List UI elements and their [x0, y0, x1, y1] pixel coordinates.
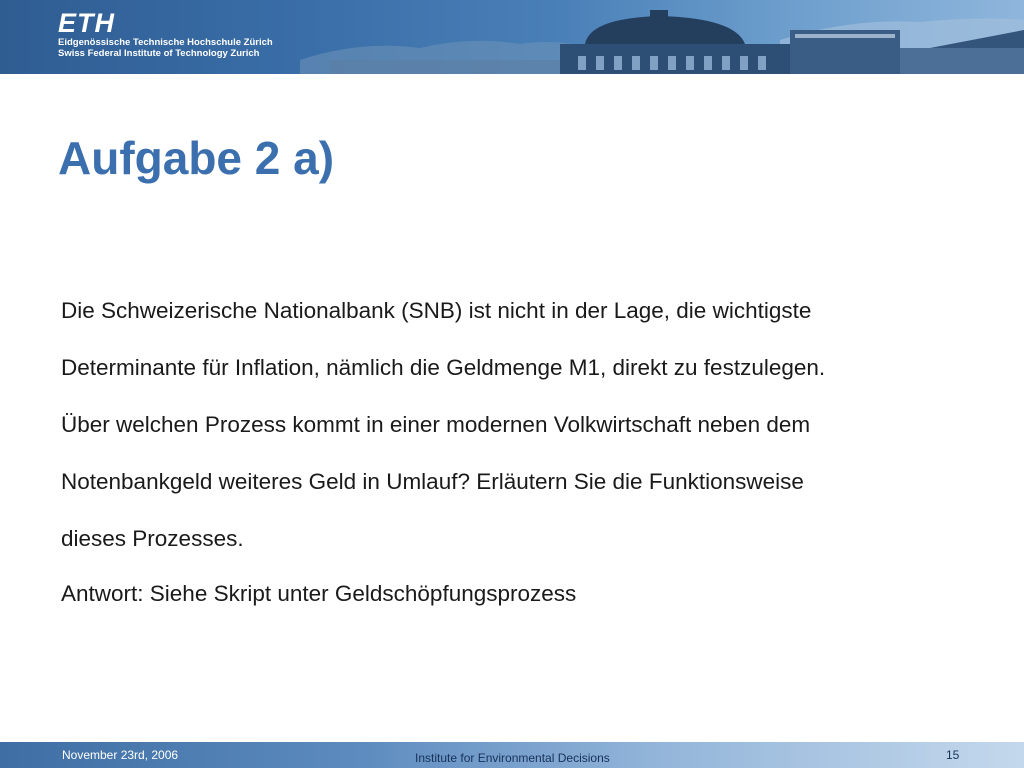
eth-logo-mark: ETH [58, 8, 115, 38]
header-banner [0, 0, 1024, 74]
question-text [61, 282, 961, 567]
question-line: Notenbankgeld weiteres Geld in Umlauf? Erläutern Sie die Funktionsweise [61, 469, 804, 494]
page-number: 15 [946, 748, 960, 762]
eth-logo-line-english: Swiss Federal Institute of Technology Zurich [58, 48, 260, 59]
question-line: Determinante für Inflation, nämlich die Geldmenge M1, direkt zu festzulegen. [61, 355, 826, 380]
footer-institute: Institute for Environmental Decisions [415, 751, 610, 765]
answer-text: Antwort: Siehe Skript unter Geldschöpfungsprozess [61, 581, 577, 606]
question-line: dieses Prozesses. [61, 526, 244, 551]
slide-title: Aufgabe 2 a) [58, 132, 335, 184]
eth-logo [58, 10, 273, 59]
footer-date: November 23rd, 2006 [62, 748, 179, 762]
question-line: Über welchen Prozess kommt in einer modernen Volkwirtschaft neben dem [61, 412, 811, 437]
eth-logo-line-german: Eidgenössische Technische Hochschule Zürich [58, 37, 273, 48]
question-line: Die Schweizerische Nationalbank (SNB) ist nicht in der Lage, die wichtigste [61, 298, 812, 323]
footer-bar [0, 742, 1024, 768]
